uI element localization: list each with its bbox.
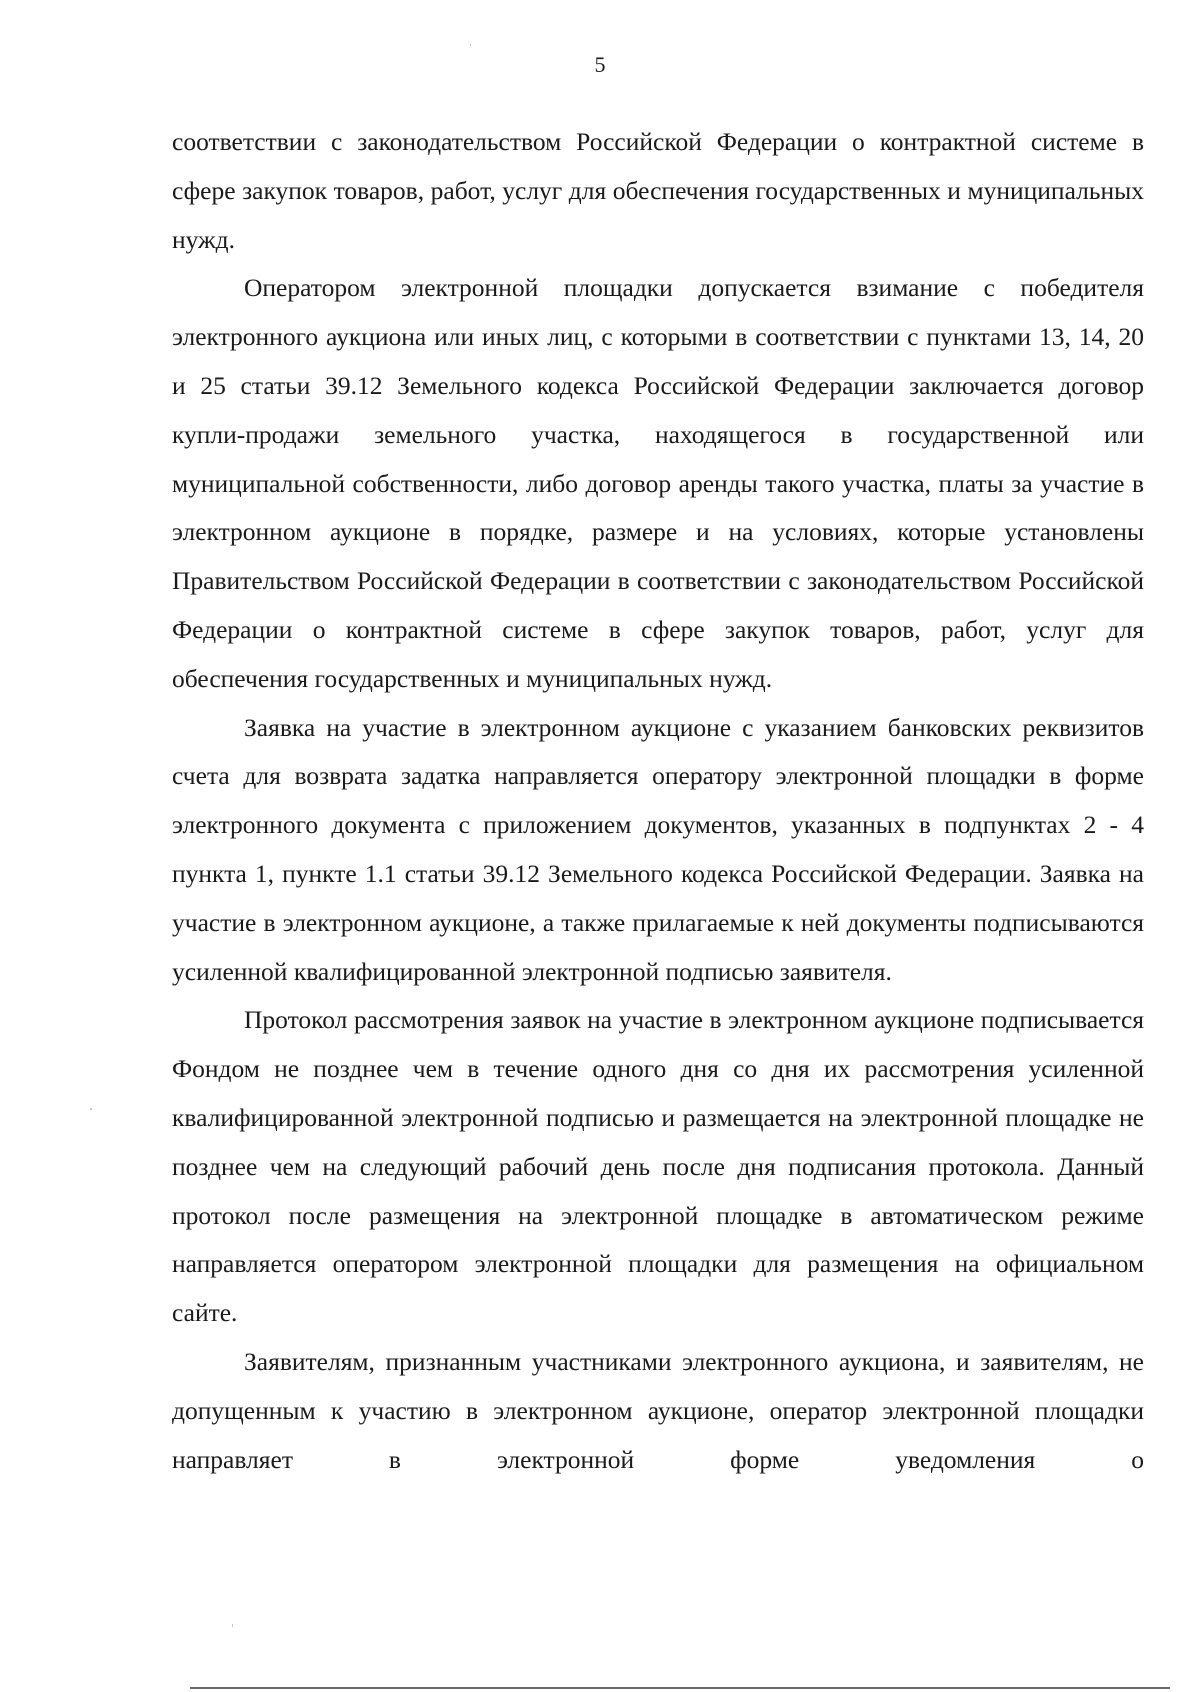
- page-number: 5: [594, 52, 606, 77]
- scan-bottom-edge-line: [190, 1687, 1170, 1689]
- scan-speck-bottom: [232, 1624, 233, 1627]
- paragraph-continued: соответствии с законодательством Российской Федерации о контрактной системе в сфере закупок товаров, работ, услуг для обеспечения государственных и муниципальных нужд.: [172, 127, 1144, 254]
- scan-speck-left-margin: [90, 1108, 92, 1110]
- paragraph-application: Заявка на участие в электронном аукционе с указанием банковских реквизитов счета для возврата задатка направляется оператору электронной площадки в форме электронного документа с приложением документов, указанных в подпунктах 2 - 4 пункта 1, пункте 1.1 статьи 39.12 Земельного кодекса Российской Федерации. Заявка на участие в электронном аукционе, а также прилагаемые к ней документы подписываются усиленной квалифицированной электронной подписью заявителя.: [172, 712, 1144, 986]
- page-body: [172, 118, 1144, 1484]
- scan-speck-top: [470, 44, 471, 46]
- paragraph-protocol: Протокол рассмотрения заявок на участие в электронном аукционе подписывается Фондом не позднее чем в течение одного дня со дня их рассмотрения усиленной квалифицированной электронной подписью и размещается на электронной площадке не позднее чем на следующий рабочий день после дня подписания протокола. Данный протокол после размещения на электронной площадке в автоматическом режиме направляется оператором электронной площадки для размещения на официальном сайте.: [172, 1005, 1144, 1328]
- paragraph-operator-fee: Оператором электронной площадки допускается взимание с победителя электронного аукциона или иных лиц, с которыми в соответствии с пунктами 13, 14, 20 и 25 статьи 39.12 Земельного кодекса Российской Федерации заключается договор купли-продажи земельного участка, находящегося в государственной или муниципальной собственности, либо договор аренды такого участка, платы за участие в электронном аукционе в порядке, размере и на условиях, которые установлены Правительством Российской Федерации в соответствии с законодательством Российской Федерации о контрактной системе в сфере закупок товаров, работ, услуг для обеспечения государственных и муниципальных нужд.: [172, 273, 1144, 693]
- paragraph-notifications: Заявителям, признанным участниками электронного аукциона, и заявителям, не допущенным к участию в электронном аукционе, оператор электронной площадки направляет в электронной форме уведомления о: [172, 1346, 1144, 1474]
